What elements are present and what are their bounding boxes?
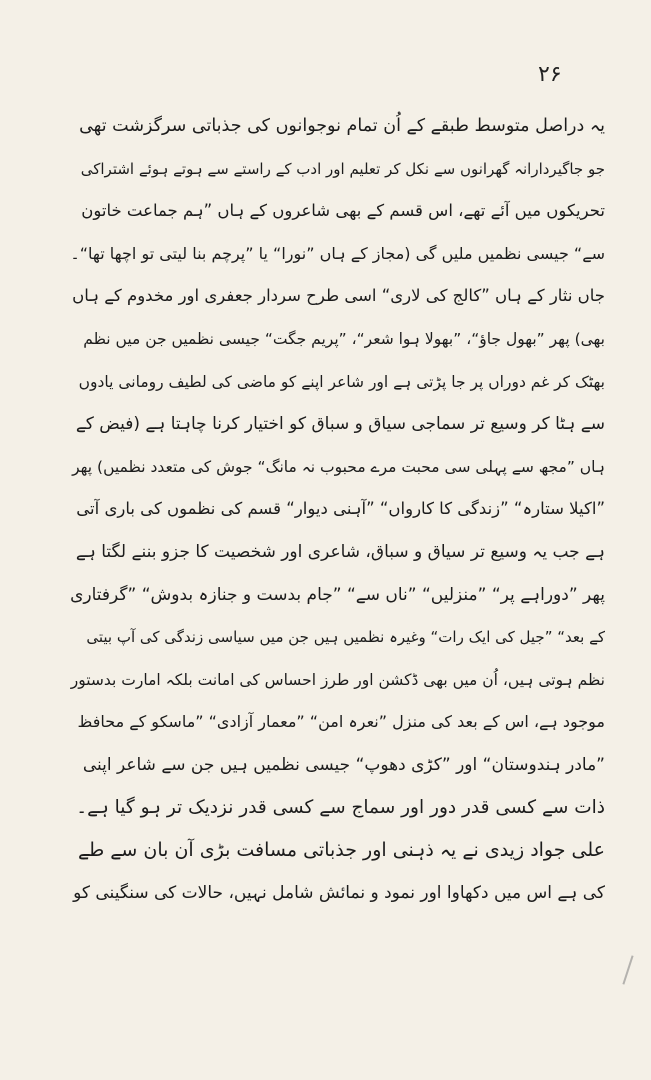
page-number: ۲۶ [538,62,562,87]
text-line: کی ہے اس میں دکھاوا اور نمود و نمائش شامل نہیں، حالات کی سنگینی کو [73,882,605,903]
text-line: علی جواد زیدی نے یہ ذہنی اور جذباتی مسافت بڑی آن بان سے طے [77,839,605,862]
text-line: جاں نثار کے ہاں ”کالج کی لاری“ اسی طرح سردار جعفری اور مخدوم کے ہاں [72,286,605,306]
text-line: جو جاگیردارانہ گھرانوں سے نکل کر تعلیم اور ادب کے راستے سے ہوتے ہوئے اشتراکی [80,159,605,178]
text-line: ”اکیلا ستارہ“ ”زندگی کا کارواں“ ”آہنی دیوار“ قسم کی نظموں کی باری آتی [76,499,605,519]
text-line: یہ دراصل متوسط طبقے کے اُن تمام نوجوانوں کی جذباتی سرگزشت تھی [79,116,605,136]
text-line: پھر ”دوراہے پر“ ”منزلیں“ ”ناں سے“ ”جام بدست و جنازہ بدوش“ ”گرفتاری [70,584,605,605]
text-line: ”مادر ہندوستان“ اور ”کڑی دھوپ“ جیسی نظمیں ہیں جن سے شاعر اپنی [82,754,605,775]
text-line: ذات سے کسی قدر دور اور سماج سے کسی قدر نزدیک تر ہو گیا ہے۔ [76,796,605,818]
scan-mark [622,955,633,984]
text-line: بھی) پھر ”بھول جاؤ“، ”بھولا ہوا شعر“، ”پریم جگت“ جیسی نظمیں جن میں نظم [83,329,605,348]
body-text [70,105,605,914]
text-line: موجود ہے، اس کے بعد کی منزل ”نعرہ امن“ ”معمار آزادی“ ”ماسکو کے محافظ [77,712,605,732]
text-line: کے بعد“ ”جیل کی ایک رات“ وغیرہ نظمیں ہیں جن میں سیاسی زندگی کی آپ بیتی [86,628,605,647]
text-line: بھٹک کر غم دوراں پر جا پڑتی ہے اور شاعر اپنے کو ماضی کی لطیف رومانی یادوں [78,372,605,391]
text-line: تحریکوں میں آئے تھے، اس قسم کے بھی شاعروں کے ہاں ”ہم جماعت خاتون [81,201,605,221]
text-line: نظم ہوتی ہیں، اُن میں بھی ڈکشن اور طرز احساس کی امانت بلکہ امارت بدستور [70,670,605,689]
text-line: سے“ جیسی نظمیں ملیں گی (مجاز کے ہاں ”نورا“ یا ”پرچم بنا لیتی تو اچھا تھا“۔ [70,243,605,263]
text-line: ہے جب یہ وسیع تر سیاق و سباق، شاعری اور شخصیت کا جزو بننے لگتا ہے [75,541,605,562]
text-line: سے ہٹا کر وسیع تر سماجی سیاق و سباق کو اختیار کرنا چاہتا ہے (فیض کے [75,414,605,435]
text-line: ہاں ”مجھ سے پہلی سی محبت مرے محبوب نہ مانگ“ جوش کی متعدد نظمیں) پھر [72,457,605,476]
